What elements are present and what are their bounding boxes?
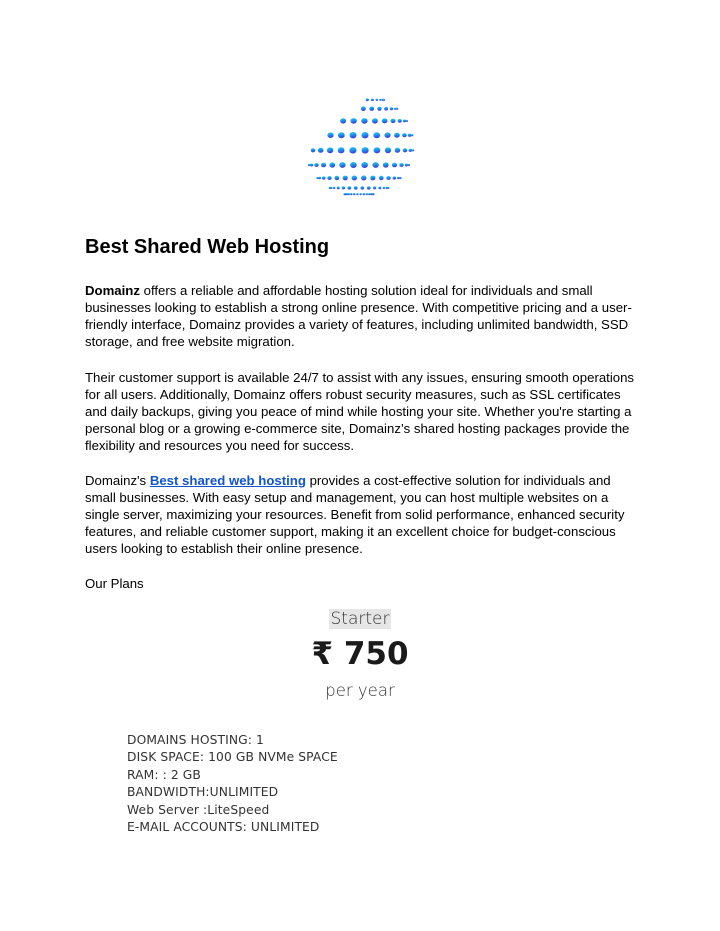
logo-dot xyxy=(403,148,408,152)
logo-dot xyxy=(377,107,381,111)
logo-dot xyxy=(403,120,406,123)
logo-dot xyxy=(353,193,355,195)
logo-dot xyxy=(373,186,376,189)
logo-dot xyxy=(378,187,381,190)
logo-dot xyxy=(349,147,356,153)
intro-text: offers a reliable and affordable hosting solution ideal for individuals and small businesses looking to establish a strong online presence. With competitive pricing and a user-friendly interface, Domainz provides a variety of features, including unlimited bandwidth, SSD storage, and free website migration. xyxy=(85,283,632,350)
logo-dot xyxy=(330,187,332,189)
logo-dot xyxy=(343,176,348,181)
logo-dot xyxy=(340,118,346,123)
plan-period: per year xyxy=(325,681,395,700)
logo-dot xyxy=(348,193,350,195)
logo-dot xyxy=(339,162,345,168)
logo-dot xyxy=(347,186,351,189)
logo-dot xyxy=(374,147,381,153)
logo-dot xyxy=(338,132,345,138)
logo-dot xyxy=(321,163,326,168)
logo-dot xyxy=(406,120,408,122)
logo-dot xyxy=(393,176,397,179)
logo-dot xyxy=(318,148,324,153)
plan-name-label: Starter xyxy=(330,609,390,629)
logo-dot xyxy=(385,147,391,153)
logo-dot xyxy=(359,193,361,195)
logo-dot xyxy=(391,119,396,123)
logo-dot xyxy=(361,162,368,168)
logo-dot xyxy=(383,99,385,101)
logo-dot xyxy=(311,148,316,152)
logo-dot xyxy=(366,98,369,101)
logo-dot xyxy=(360,186,364,189)
logo-dot xyxy=(362,147,369,153)
logo-dot xyxy=(370,176,375,181)
feature-item: E-MAIL ACCOUNTS: UNLIMITED xyxy=(127,820,320,835)
logo-dot xyxy=(392,163,397,168)
plan-features-list xyxy=(127,732,338,836)
logo-dot xyxy=(383,187,386,189)
globe-logo-icon xyxy=(300,95,418,201)
logo-dot xyxy=(310,164,313,167)
shared-suffix: provides a cost-effective solution for individuals and small businesses. With easy setup and management, you can host multiple websites on a single server, maximizing your resources. Benefit from solid performance, enhanced security features, and reliable customer support, making it an excellent choice for budget-conscious users looking to establish their online presence. xyxy=(85,473,625,557)
logo-dot xyxy=(376,99,379,101)
best-shared-web-hosting-link[interactable]: Best shared web hosting xyxy=(149,473,306,488)
logo-dot xyxy=(408,134,412,137)
logo-dot xyxy=(394,133,400,138)
logo-dot xyxy=(350,193,352,195)
logo-dot xyxy=(329,162,335,167)
logo-dot xyxy=(399,177,401,179)
logo-dot xyxy=(361,106,366,111)
logo-dot xyxy=(405,164,408,167)
logo-dot xyxy=(350,132,357,138)
logo-dot xyxy=(409,149,413,152)
logo-dot xyxy=(372,193,374,195)
feature-item: Web Server :LiteSpeed xyxy=(127,802,270,817)
plan-price: ₹ 750 xyxy=(311,636,409,672)
feature-item: BANDWIDTH:UNLIMITED xyxy=(127,785,279,800)
logo-dot xyxy=(350,162,357,168)
logo-dot xyxy=(384,132,390,138)
support-paragraph: Their customer support is available 24/7 to assist with any issues, ensuring smooth operations for all users. Additionally, Domainz offers robust security measures, such as SSL certificates and daily backups, giving you peace of mind while hosting your site. Whether you're starting a personal blog or a growing e-commerce site, Domainz’s shared hosting packages provide the flexibility and resources you need for success. xyxy=(85,370,635,454)
logo-dot xyxy=(412,149,414,151)
logo-dot xyxy=(396,108,398,110)
logo-dot xyxy=(367,186,371,189)
logo-dot xyxy=(411,134,413,136)
logo-dot xyxy=(366,193,368,195)
logo-dot xyxy=(369,107,374,111)
plans-heading: Our Plans xyxy=(85,576,144,591)
logo-dot xyxy=(327,147,333,153)
logo-dot xyxy=(327,132,333,138)
logo-dot xyxy=(352,176,357,181)
feature-item: DOMAINS HOSTING: 1 xyxy=(127,733,264,747)
logo-dot xyxy=(334,176,339,180)
feature-item: RAM: : 2 GB xyxy=(127,767,201,782)
logo-dot xyxy=(408,164,410,166)
intro-paragraph xyxy=(85,282,645,350)
logo-dot xyxy=(333,187,336,189)
feature-item: DISK SPACE: 100 GB NVMe SPACE xyxy=(127,750,338,765)
logo-dot xyxy=(308,164,310,166)
logo-dot xyxy=(398,119,402,123)
logo-dot xyxy=(361,118,367,124)
logo-dot xyxy=(322,176,326,179)
brand-name: Domainz xyxy=(85,283,140,298)
logo-dot xyxy=(372,162,378,168)
logo-dot xyxy=(354,186,358,189)
logo-dot xyxy=(350,118,356,124)
logo-dot xyxy=(383,162,389,167)
logo-dot xyxy=(390,107,393,110)
logo-dot xyxy=(387,187,389,189)
logo-dot xyxy=(379,176,384,180)
logo-dot xyxy=(318,177,321,179)
logo-dot xyxy=(361,176,366,181)
logo-dot xyxy=(362,132,369,138)
logo-dot xyxy=(384,107,388,111)
shared-prefix: Domainz's xyxy=(85,473,150,488)
logo-dot xyxy=(402,133,407,137)
logo-dot xyxy=(342,186,345,189)
logo-dot xyxy=(399,163,403,167)
logo-dot xyxy=(379,99,381,101)
logo-dot xyxy=(395,148,401,153)
logo-dot xyxy=(371,99,374,102)
page-title: Best Shared Web Hosting xyxy=(85,236,330,258)
plan-name xyxy=(0,608,720,630)
logo-dot xyxy=(314,163,318,167)
shared-hosting-paragraph xyxy=(85,472,645,557)
logo-dot xyxy=(337,187,340,190)
logo-dot xyxy=(356,193,358,195)
logo-dot xyxy=(327,176,331,180)
logo-dot xyxy=(363,193,365,195)
logo-dot xyxy=(382,118,388,123)
logo-dot xyxy=(338,147,345,153)
logo-dot xyxy=(386,176,390,180)
logo-dot xyxy=(373,132,380,138)
logo-dot xyxy=(372,118,378,123)
